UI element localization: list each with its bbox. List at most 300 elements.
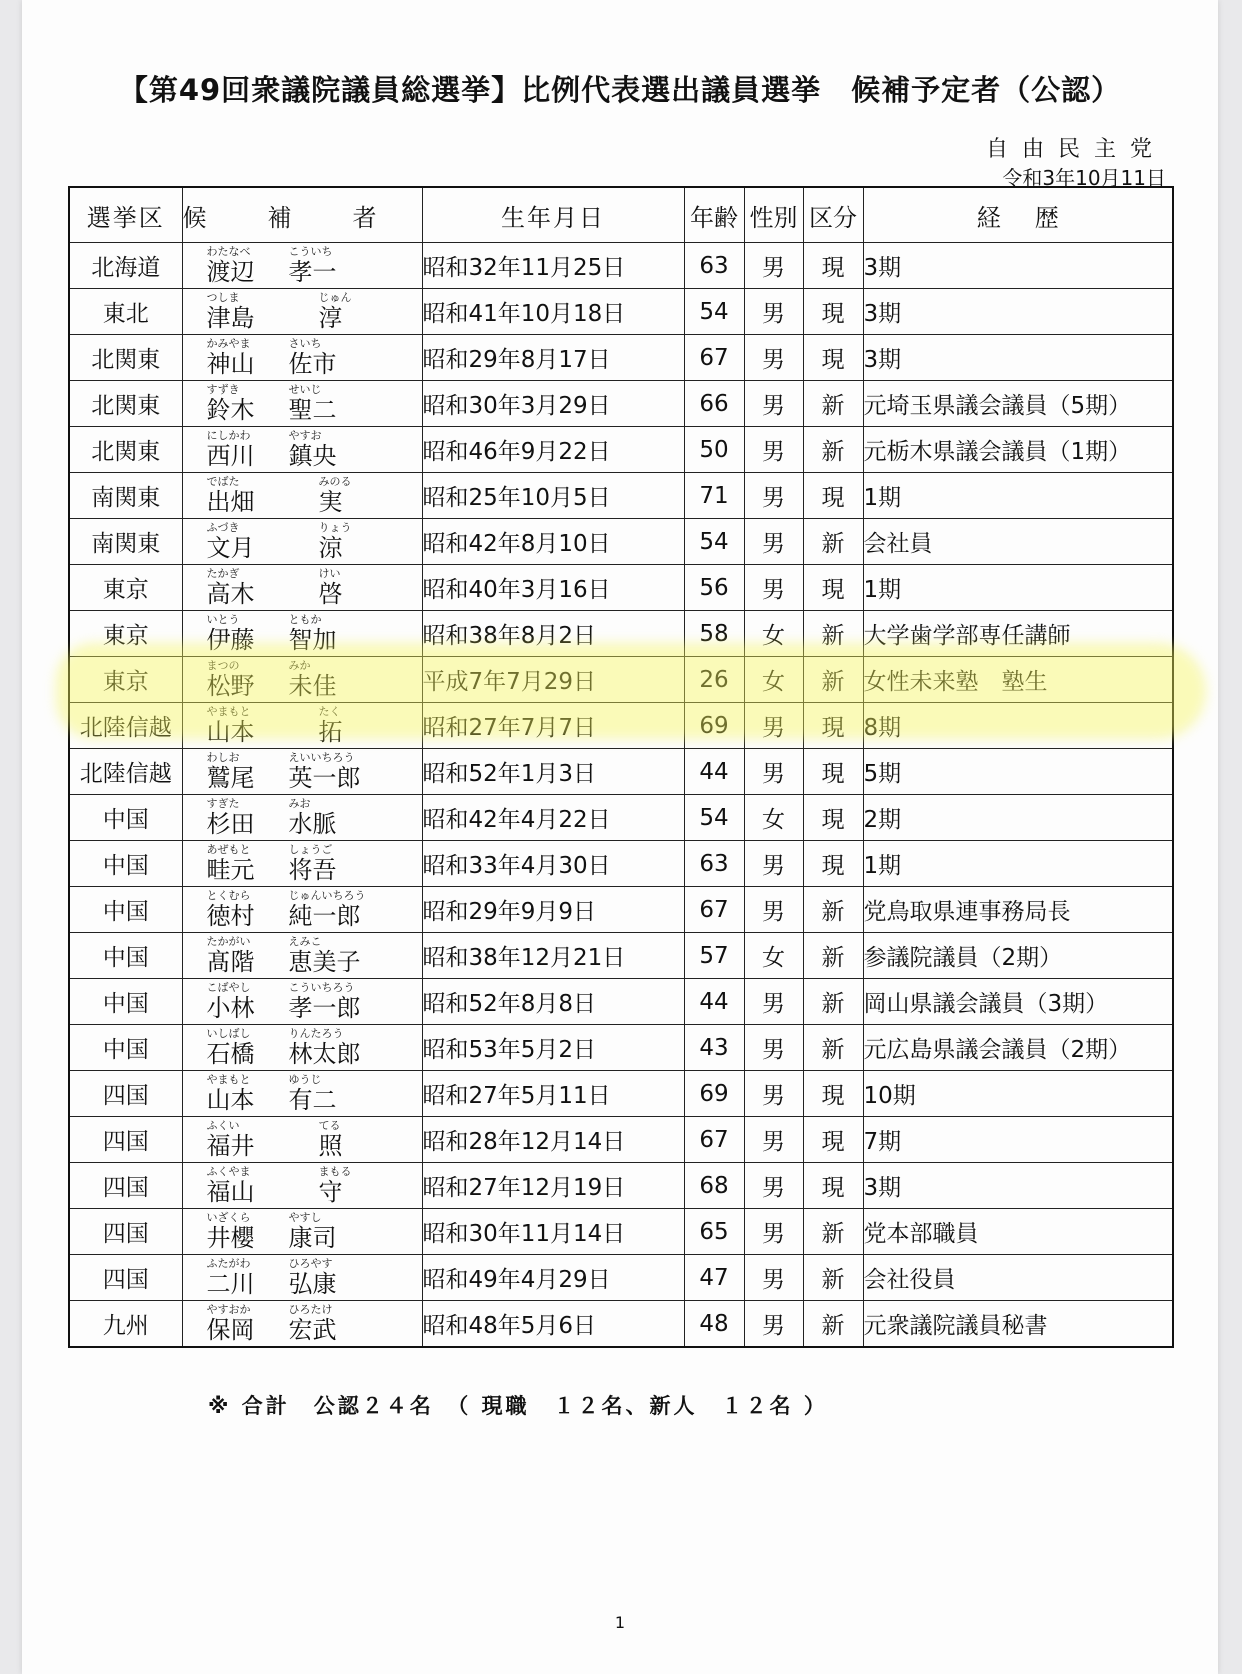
sex-cell: 女 [744,933,803,979]
candidate-name-cell [182,657,422,703]
candidate-name-cell [182,243,422,289]
surname: 鈴木 [206,396,255,424]
district-cell: 中国 [69,887,182,933]
table-row [69,611,1173,657]
given-name: 鎮央 [288,442,337,470]
table-row [69,427,1173,473]
given-name: 林太郎 [288,1040,361,1068]
sex-cell: 男 [744,473,803,519]
party-name: 自由民主党 [985,137,1166,162]
birthdate-cell: 昭和52年8月8日 [422,979,684,1025]
class-cell: 新 [803,933,863,979]
age-cell: 54 [684,289,744,335]
age-cell: 44 [684,979,744,1025]
candidate-name-cell [182,933,422,979]
given-name: 康司 [288,1224,337,1252]
age-cell: 44 [684,749,744,795]
candidate-name-cell [182,473,422,519]
given-name-reading: じゅん [318,291,352,304]
age-cell: 56 [684,565,744,611]
surname-reading: やまもと [206,1073,251,1086]
surname: 西川 [206,442,255,470]
birthdate-cell: 昭和49年4月29日 [422,1255,684,1301]
district-cell: 中国 [69,841,182,887]
birthdate-cell: 昭和30年11月14日 [422,1209,684,1255]
surname: 津島 [206,304,255,332]
surname: 保岡 [206,1316,255,1344]
career-cell: 1期 [863,473,1173,519]
table-row [69,1025,1173,1071]
surname: 松野 [206,672,255,700]
surname-reading: たかぎ [206,567,240,580]
age-cell: 68 [684,1163,744,1209]
table-row [69,519,1173,565]
surname-reading: たかがい [206,935,251,948]
sex-cell: 男 [744,703,803,749]
class-cell: 新 [803,887,863,933]
surname-reading: いしばし [206,1027,251,1040]
district-cell: 中国 [69,979,182,1025]
district-cell: 東京 [69,657,182,703]
given-name: 拓 [318,718,343,746]
birthdate-cell: 平成7年7月29日 [422,657,684,703]
surname-reading: やすおか [206,1303,251,1316]
class-cell: 新 [803,1209,863,1255]
age-cell: 67 [684,887,744,933]
career-cell: 5期 [863,749,1173,795]
given-name: 啓 [318,580,343,608]
table-row [69,1209,1173,1255]
given-name-reading: りんたろう [288,1027,344,1040]
career-cell: 3期 [863,335,1173,381]
table-row [69,335,1173,381]
birthdate-cell: 昭和25年10月5日 [422,473,684,519]
surname: 二川 [206,1270,255,1298]
surname: 出畑 [206,488,255,516]
class-cell: 現 [803,565,863,611]
age-cell: 69 [684,703,744,749]
class-cell: 新 [803,1025,863,1071]
age-cell: 58 [684,611,744,657]
table-row [69,243,1173,289]
district-cell: 北陸信越 [69,703,182,749]
class-cell: 新 [803,979,863,1025]
given-name: 涼 [318,534,343,562]
district-cell: 四国 [69,1209,182,1255]
surname: 井櫻 [206,1224,255,1252]
career-cell: 元埼玉県議会議員（5期） [863,381,1173,427]
sex-cell: 男 [744,427,803,473]
given-name: 守 [318,1178,343,1206]
candidate-name-cell [182,289,422,335]
class-cell: 新 [803,381,863,427]
birthdate-cell: 昭和46年9月22日 [422,427,684,473]
birthdate-cell: 昭和27年5月11日 [422,1071,684,1117]
candidate-name-cell [182,1209,422,1255]
class-cell: 現 [803,795,863,841]
given-name: 未佳 [288,672,337,700]
given-name-reading: けい [318,567,341,580]
district-cell: 北関東 [69,335,182,381]
birthdate-cell: 昭和29年9月9日 [422,887,684,933]
table-row [69,795,1173,841]
district-cell: 東北 [69,289,182,335]
birthdate-cell: 昭和42年8月10日 [422,519,684,565]
sex-cell: 男 [744,289,803,335]
sex-cell: 女 [744,795,803,841]
header-sex: 性別 [744,187,803,243]
surname: 鷲尾 [206,764,255,792]
birthdate-cell: 昭和48年5月6日 [422,1301,684,1348]
class-cell: 新 [803,427,863,473]
header-career: 経歴 [863,187,1173,243]
given-name-reading: まもる [318,1165,352,1178]
birthdate-cell: 昭和53年5月2日 [422,1025,684,1071]
table-row [69,1071,1173,1117]
table-row [69,749,1173,795]
surname: 神山 [206,350,255,378]
surname-reading: わたなべ [206,245,251,258]
surname-reading: でばた [206,475,240,488]
surname-reading: やまもと [206,705,251,718]
sex-cell: 男 [744,243,803,289]
table-row [69,1117,1173,1163]
candidate-name-cell [182,979,422,1025]
sex-cell: 男 [744,1025,803,1071]
surname: 渡辺 [206,258,255,286]
given-name-reading: たく [318,705,341,718]
given-name: 純一郎 [288,902,361,930]
candidate-name-cell [182,795,422,841]
given-name: 将吾 [288,856,337,884]
sex-cell: 女 [744,611,803,657]
age-cell: 67 [684,1117,744,1163]
candidate-name-cell [182,565,422,611]
birthdate-cell: 昭和33年4月30日 [422,841,684,887]
given-name: 有二 [288,1086,337,1114]
given-name: 孝一郎 [288,994,361,1022]
sex-cell: 男 [744,887,803,933]
age-cell: 47 [684,1255,744,1301]
age-cell: 48 [684,1301,744,1348]
birthdate-cell: 昭和41年10月18日 [422,289,684,335]
surname: 髙階 [206,948,255,976]
career-cell: 元広島県議会議員（2期） [863,1025,1173,1071]
class-cell: 現 [803,473,863,519]
given-name: 佐市 [288,350,337,378]
given-name-reading: りょう [318,521,352,534]
candidate-table [68,186,1174,1348]
district-cell: 北関東 [69,381,182,427]
district-cell: 四国 [69,1117,182,1163]
career-cell: 3期 [863,289,1173,335]
candidate-name-cell [182,1117,422,1163]
given-name: 淳 [318,304,343,332]
career-cell: 2期 [863,795,1173,841]
table-row [69,1163,1173,1209]
class-cell: 現 [803,1071,863,1117]
age-cell: 57 [684,933,744,979]
table-row [69,565,1173,611]
birthdate-cell: 昭和28年12月14日 [422,1117,684,1163]
surname: 畦元 [206,856,255,884]
class-cell: 新 [803,1301,863,1348]
district-cell: 北関東 [69,427,182,473]
age-cell: 71 [684,473,744,519]
given-name: 英一郎 [288,764,361,792]
given-name-reading: みお [288,797,311,810]
sex-cell: 男 [744,979,803,1025]
class-cell: 新 [803,1255,863,1301]
surname: 杉田 [206,810,255,838]
given-name: 恵美子 [288,948,361,976]
surname: 石橋 [206,1040,255,1068]
candidate-name-cell [182,611,422,657]
surname-reading: いざくら [206,1211,251,1224]
career-cell: 会社員 [863,519,1173,565]
table-row [69,657,1173,703]
class-cell: 新 [803,657,863,703]
header-district: 選挙区 [69,187,182,243]
birthdate-cell: 昭和38年8月2日 [422,611,684,657]
surname: 福井 [206,1132,255,1160]
class-cell: 現 [803,243,863,289]
given-name-reading: せいじ [288,383,322,396]
class-cell: 現 [803,289,863,335]
career-cell: 3期 [863,243,1173,289]
given-name-reading: こういちろう [288,981,355,994]
surname-reading: まつの [206,659,240,672]
surname-reading: わしお [206,751,240,764]
table-row [69,979,1173,1025]
district-cell: 四国 [69,1255,182,1301]
career-cell: 1期 [863,841,1173,887]
sex-cell: 男 [744,1301,803,1348]
given-name-reading: みか [288,659,311,672]
given-name-reading: ひろやす [288,1257,333,1270]
total-summary: ※ 合計 公認２４名 （ 現職 １２名、新人 １２名 ） [208,1394,828,1418]
sex-cell: 男 [744,1163,803,1209]
career-cell: 元栃木県議会議員（1期） [863,427,1173,473]
birthdate-cell: 昭和42年4月22日 [422,795,684,841]
sex-cell: 男 [744,335,803,381]
class-cell: 現 [803,1117,863,1163]
given-name-reading: えみこ [288,935,322,948]
district-cell: 北海道 [69,243,182,289]
age-cell: 67 [684,335,744,381]
age-cell: 63 [684,841,744,887]
birthdate-cell: 昭和29年8月17日 [422,335,684,381]
birthdate-cell: 昭和40年3月16日 [422,565,684,611]
district-cell: 中国 [69,1025,182,1071]
table-row [69,887,1173,933]
given-name: 弘康 [288,1270,337,1298]
sex-cell: 男 [744,519,803,565]
surname: 文月 [206,534,255,562]
birthdate-cell: 昭和52年1月3日 [422,749,684,795]
given-name-reading: やすお [288,429,322,442]
header-class: 区分 [803,187,863,243]
career-cell: 参議院議員（2期） [863,933,1173,979]
age-cell: 54 [684,795,744,841]
district-cell: 東京 [69,565,182,611]
given-name-reading: ともか [288,613,322,626]
candidate-name-cell [182,335,422,381]
sex-cell: 男 [744,841,803,887]
career-cell: 岡山県議会議員（3期） [863,979,1173,1025]
given-name-reading: ゆうじ [288,1073,322,1086]
given-name: 実 [318,488,343,516]
district-cell: 四国 [69,1163,182,1209]
district-cell: 九州 [69,1301,182,1348]
given-name-reading: さいち [288,337,322,350]
career-cell: 大学歯学部専任講師 [863,611,1173,657]
candidate-name-cell [182,703,422,749]
surname: 山本 [206,1086,255,1114]
age-cell: 63 [684,243,744,289]
district-cell: 南関東 [69,519,182,565]
given-name-reading: みのる [318,475,352,488]
given-name-reading: やすし [288,1211,322,1224]
class-cell: 現 [803,335,863,381]
surname-reading: すぎた [206,797,240,810]
table-row [69,289,1173,335]
given-name-reading: てる [318,1119,341,1132]
age-cell: 50 [684,427,744,473]
age-cell: 65 [684,1209,744,1255]
given-name: 宏武 [288,1316,337,1344]
candidate-name-cell [182,841,422,887]
surname-reading: すずき [206,383,240,396]
career-cell: 党本部職員 [863,1209,1173,1255]
header-age: 年齢 [684,187,744,243]
surname: 徳村 [206,902,255,930]
sex-cell: 男 [744,1071,803,1117]
document-page [22,0,1218,1674]
surname-reading: あぜもと [206,843,251,856]
sex-cell: 男 [744,1209,803,1255]
birthdate-cell: 昭和30年3月29日 [422,381,684,427]
district-cell: 中国 [69,795,182,841]
given-name-reading: じゅんいちろう [288,889,366,902]
page-number: 1 [614,1613,626,1632]
candidate-name-cell [182,427,422,473]
given-name: 孝一 [288,258,337,286]
table-row [69,933,1173,979]
table-header-row [69,187,1173,243]
career-cell: 会社役員 [863,1255,1173,1301]
candidate-name-cell [182,381,422,427]
header-candidate: 候補者 [182,187,422,243]
sex-cell: 男 [744,749,803,795]
class-cell: 現 [803,1163,863,1209]
candidate-name-cell [182,749,422,795]
surname-reading: つしま [206,291,240,304]
birthdate-cell: 昭和38年12月21日 [422,933,684,979]
career-cell: 7期 [863,1117,1173,1163]
surname: 福山 [206,1178,255,1206]
class-cell: 新 [803,611,863,657]
age-cell: 43 [684,1025,744,1071]
surname: 伊藤 [206,626,255,654]
surname-reading: こばやし [206,981,251,994]
page-title: 【第49回衆議院議員総選挙】比例代表選出議員選挙 候補予定者（公認） [118,73,1122,107]
district-cell: 南関東 [69,473,182,519]
surname-reading: ふくい [206,1119,240,1132]
candidate-name-cell [182,1025,422,1071]
given-name: 聖二 [288,396,337,424]
birthdate-cell: 昭和27年12月19日 [422,1163,684,1209]
given-name: 水脈 [288,810,337,838]
candidate-name-cell [182,1163,422,1209]
district-cell: 北陸信越 [69,749,182,795]
table-row [69,703,1173,749]
sex-cell: 女 [744,657,803,703]
given-name-reading: ひろたけ [288,1303,333,1316]
surname-reading: ふくやま [206,1165,251,1178]
district-cell: 東京 [69,611,182,657]
age-cell: 26 [684,657,744,703]
candidate-name-cell [182,1071,422,1117]
career-cell: 女性未来塾 塾生 [863,657,1173,703]
class-cell: 現 [803,703,863,749]
birthdate-cell: 昭和32年11月25日 [422,243,684,289]
class-cell: 現 [803,749,863,795]
header-birthdate: 生年月日 [422,187,684,243]
surname-reading: とくむら [206,889,251,902]
class-cell: 新 [803,519,863,565]
candidate-name-cell [182,887,422,933]
document-date: 令和3年10月11日 [1002,166,1166,190]
career-cell: 3期 [863,1163,1173,1209]
career-cell: 1期 [863,565,1173,611]
candidate-name-cell [182,519,422,565]
career-cell: 党鳥取県連事務局長 [863,887,1173,933]
candidate-name-cell [182,1255,422,1301]
birthdate-cell: 昭和27年7月7日 [422,703,684,749]
career-cell: 元衆議院議員秘書 [863,1301,1173,1348]
age-cell: 66 [684,381,744,427]
sex-cell: 男 [744,1255,803,1301]
surname: 小林 [206,994,255,1022]
age-cell: 54 [684,519,744,565]
career-cell: 10期 [863,1071,1173,1117]
candidate-name-cell [182,1301,422,1348]
table-row [69,841,1173,887]
given-name: 智加 [288,626,337,654]
surname-reading: にしかわ [206,429,251,442]
sex-cell: 男 [744,1117,803,1163]
surname: 山本 [206,718,255,746]
table-row [69,473,1173,519]
surname-reading: かみやま [206,337,251,350]
given-name: 照 [318,1132,343,1160]
surname-reading: いとう [206,613,240,626]
given-name-reading: しょうご [288,843,333,856]
given-name-reading: えいいちろう [288,751,355,764]
sex-cell: 男 [744,565,803,611]
table-row [69,1255,1173,1301]
district-cell: 中国 [69,933,182,979]
table-row [69,1301,1173,1348]
district-cell: 四国 [69,1071,182,1117]
table-row [69,381,1173,427]
surname-reading: ふたがわ [206,1257,251,1270]
given-name-reading: こういち [288,245,333,258]
career-cell: 8期 [863,703,1173,749]
class-cell: 現 [803,841,863,887]
sex-cell: 男 [744,381,803,427]
